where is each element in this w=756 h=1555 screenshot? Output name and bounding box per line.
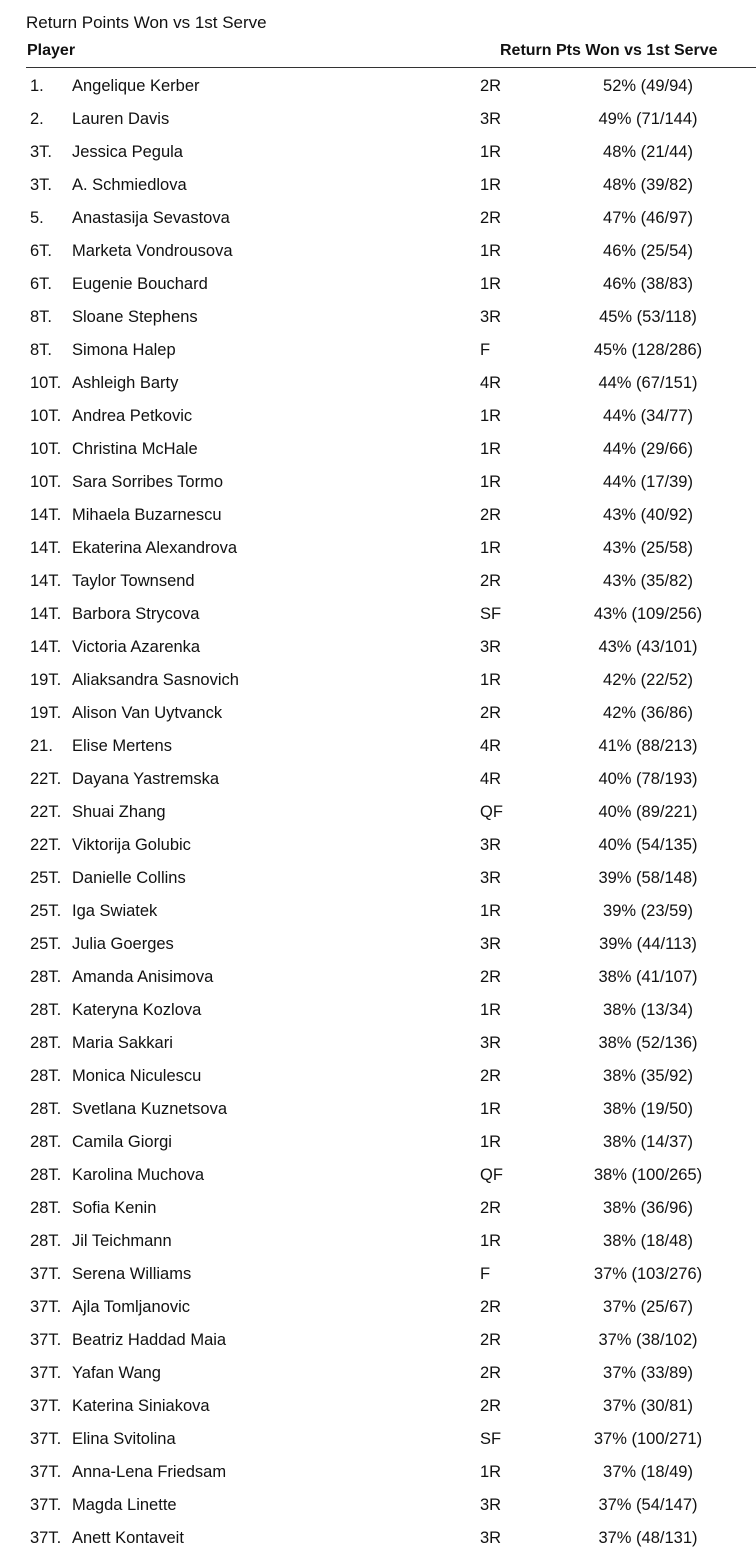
- return-stat-cell: 38% (52/136): [598, 1034, 698, 1052]
- table-row: [0, 1522, 756, 1555]
- rank-cell: 28T.: [30, 1067, 62, 1085]
- rank-cell: 25T.: [30, 902, 62, 920]
- rank-cell: 3T.: [30, 176, 53, 194]
- rank-cell: 37T.: [30, 1529, 62, 1547]
- round-cell: 3R: [480, 1034, 502, 1052]
- table-row: [0, 301, 756, 334]
- table-row: [0, 532, 756, 565]
- table-row: [0, 895, 756, 928]
- player-name-cell: Barbora Strycova: [72, 605, 200, 623]
- player-name-cell: Christina McHale: [72, 440, 198, 458]
- player-name-cell: Alison Van Uytvanck: [72, 704, 223, 722]
- round-cell: 2R: [480, 77, 502, 95]
- round-cell: 2R: [480, 1331, 502, 1349]
- table-row: [0, 70, 756, 103]
- return-stat-cell: 40% (78/193): [598, 770, 698, 788]
- rank-cell: 8T.: [30, 341, 53, 359]
- rank-cell: 28T.: [30, 1232, 62, 1250]
- round-cell: 2R: [480, 572, 502, 590]
- column-header-return-pts: Return Pts Won vs 1st Serve: [500, 42, 718, 59]
- rank-cell: 14T.: [30, 638, 62, 656]
- player-name-cell: Maria Sakkari: [72, 1034, 173, 1052]
- table-row: [0, 202, 756, 235]
- player-name-cell: Elina Svitolina: [72, 1430, 176, 1448]
- round-cell: 2R: [480, 1067, 502, 1085]
- table-row: [0, 1225, 756, 1258]
- return-stat-cell: 37% (38/102): [598, 1331, 698, 1349]
- table-row: [0, 235, 756, 268]
- table-row: [0, 400, 756, 433]
- return-stat-cell: 52% (49/94): [603, 77, 693, 95]
- return-stat-cell: 38% (13/34): [603, 1001, 693, 1019]
- player-name-cell: Kateryna Kozlova: [72, 1001, 202, 1019]
- round-cell: 1R: [480, 275, 502, 293]
- return-stat-cell: 37% (103/276): [593, 1265, 703, 1283]
- rank-cell: 19T.: [30, 704, 62, 722]
- rank-cell: 14T.: [30, 605, 62, 623]
- round-cell: SF: [480, 605, 502, 623]
- return-stat-cell: 40% (89/221): [598, 803, 698, 821]
- table-row: [0, 334, 756, 367]
- rank-cell: 22T.: [30, 803, 62, 821]
- rank-cell: 10T.: [30, 440, 62, 458]
- table-row: [0, 1324, 756, 1357]
- table-row: [0, 1093, 756, 1126]
- return-stat-cell: 44% (29/66): [603, 440, 693, 458]
- round-cell: 3R: [480, 110, 502, 128]
- round-cell: 3R: [480, 638, 502, 656]
- round-cell: 1R: [480, 473, 502, 491]
- rank-cell: 6T.: [30, 242, 53, 260]
- player-name-cell: Katerina Siniakova: [72, 1397, 210, 1415]
- rank-cell: 28T.: [30, 968, 62, 986]
- return-stat-cell: 42% (36/86): [603, 704, 693, 722]
- rank-cell: 19T.: [30, 671, 62, 689]
- round-cell: 1R: [480, 902, 502, 920]
- player-name-cell: A. Schmiedlova: [72, 176, 187, 194]
- return-stat-cell: 44% (67/151): [598, 374, 698, 392]
- rank-cell: 25T.: [30, 869, 62, 887]
- table-row: [0, 367, 756, 400]
- table-row: [0, 598, 756, 631]
- round-cell: 1R: [480, 1463, 502, 1481]
- return-stat-cell: 47% (46/97): [603, 209, 693, 227]
- round-cell: 4R: [480, 374, 502, 392]
- table-row: [0, 862, 756, 895]
- return-stat-cell: 37% (33/89): [603, 1364, 693, 1382]
- round-cell: 3R: [480, 308, 502, 326]
- return-stat-cell: 37% (30/81): [603, 1397, 693, 1415]
- player-name-cell: Ashleigh Barty: [72, 374, 179, 392]
- table-row: [0, 1456, 756, 1489]
- return-stat-cell: 37% (25/67): [603, 1298, 693, 1316]
- player-name-cell: Karolina Muchova: [72, 1166, 205, 1184]
- round-cell: 1R: [480, 1001, 502, 1019]
- table-row: [0, 631, 756, 664]
- table-row: [0, 994, 756, 1027]
- player-name-cell: Julia Goerges: [72, 935, 174, 953]
- return-stat-cell: 38% (35/92): [603, 1067, 693, 1085]
- return-stat-cell: 49% (71/144): [598, 110, 698, 128]
- table-row: [0, 103, 756, 136]
- table-row: [0, 433, 756, 466]
- round-cell: QF: [480, 1166, 503, 1184]
- return-stat-cell: 37% (48/131): [598, 1529, 698, 1547]
- round-cell: 1R: [480, 176, 502, 194]
- rank-cell: 10T.: [30, 407, 62, 425]
- player-name-cell: Danielle Collins: [72, 869, 186, 887]
- table-row: [0, 1192, 756, 1225]
- player-name-cell: Serena Williams: [72, 1265, 192, 1283]
- round-cell: 2R: [480, 704, 502, 722]
- player-name-cell: Sofia Kenin: [72, 1199, 157, 1217]
- return-stat-cell: 40% (54/135): [598, 836, 698, 854]
- rank-cell: 37T.: [30, 1331, 62, 1349]
- table-row: [0, 1027, 756, 1060]
- table-row: [0, 961, 756, 994]
- rank-cell: 14T.: [30, 572, 62, 590]
- table-row: [0, 1357, 756, 1390]
- column-header-player: Player: [27, 42, 76, 59]
- table-row: [0, 664, 756, 697]
- player-name-cell: Sloane Stephens: [72, 308, 198, 326]
- player-name-cell: Ekaterina Alexandrova: [72, 539, 238, 557]
- player-name-cell: Aliaksandra Sasnovich: [72, 671, 239, 689]
- rank-cell: 22T.: [30, 770, 62, 788]
- player-name-cell: Magda Linette: [72, 1496, 177, 1514]
- return-stat-cell: 44% (34/77): [603, 407, 693, 425]
- player-name-cell: Dayana Yastremska: [72, 770, 220, 788]
- table-row: [0, 1159, 756, 1192]
- round-cell: 2R: [480, 1397, 502, 1415]
- table-row: [0, 796, 756, 829]
- round-cell: F: [480, 1265, 491, 1283]
- table-row: [0, 136, 756, 169]
- round-cell: 3R: [480, 836, 502, 854]
- rank-cell: 28T.: [30, 1001, 62, 1019]
- round-cell: 1R: [480, 1232, 502, 1250]
- player-name-cell: Svetlana Kuznetsova: [72, 1100, 228, 1118]
- return-stat-cell: 41% (88/213): [598, 737, 698, 755]
- rank-cell: 2.: [30, 110, 44, 128]
- player-name-cell: Sara Sorribes Tormo: [72, 473, 224, 491]
- return-stat-cell: 44% (17/39): [603, 473, 693, 491]
- return-stat-cell: 39% (58/148): [598, 869, 698, 887]
- return-stat-cell: 43% (43/101): [598, 638, 698, 656]
- return-stat-cell: 43% (35/82): [603, 572, 693, 590]
- table-row: [0, 1291, 756, 1324]
- player-name-cell: Camila Giorgi: [72, 1133, 172, 1151]
- player-name-cell: Lauren Davis: [72, 110, 170, 128]
- rank-cell: 28T.: [30, 1034, 62, 1052]
- round-cell: 3R: [480, 1529, 502, 1547]
- player-name-cell: Iga Swiatek: [72, 902, 158, 920]
- rank-cell: 37T.: [30, 1496, 62, 1514]
- rank-cell: 10T.: [30, 473, 62, 491]
- player-name-cell: Simona Halep: [72, 341, 176, 359]
- return-stat-cell: 38% (18/48): [603, 1232, 693, 1250]
- round-cell: 2R: [480, 1199, 502, 1217]
- player-name-cell: Yafan Wang: [72, 1364, 161, 1382]
- player-name-cell: Viktorija Golubic: [72, 836, 191, 854]
- player-name-cell: Marketa Vondrousova: [72, 242, 233, 260]
- round-cell: 1R: [480, 143, 502, 161]
- table-row: [0, 697, 756, 730]
- player-name-cell: Anett Kontaveit: [72, 1529, 184, 1547]
- rank-cell: 14T.: [30, 506, 62, 524]
- table-row: [0, 466, 756, 499]
- player-name-cell: Jil Teichmann: [72, 1232, 172, 1250]
- table-row: [0, 928, 756, 961]
- table-row: [0, 1423, 756, 1456]
- rank-cell: 1.: [30, 77, 44, 95]
- player-name-cell: Beatriz Haddad Maia: [72, 1331, 227, 1349]
- return-stat-cell: 38% (41/107): [598, 968, 698, 986]
- round-cell: 2R: [480, 968, 502, 986]
- return-stat-cell: 48% (39/82): [603, 176, 693, 194]
- table-row: [0, 268, 756, 301]
- round-cell: 2R: [480, 1364, 502, 1382]
- return-stat-cell: 37% (18/49): [603, 1463, 693, 1481]
- table-row: [0, 730, 756, 763]
- return-stat-cell: 43% (109/256): [593, 605, 703, 623]
- player-name-cell: Angelique Kerber: [72, 77, 200, 95]
- rank-cell: 28T.: [30, 1100, 62, 1118]
- table-header: [0, 40, 756, 62]
- header-divider: [26, 67, 756, 68]
- rank-cell: 6T.: [30, 275, 53, 293]
- rank-cell: 37T.: [30, 1298, 62, 1316]
- table-row: [0, 1258, 756, 1291]
- player-name-cell: Elise Mertens: [72, 737, 172, 755]
- rank-cell: 28T.: [30, 1133, 62, 1151]
- table-row: [0, 1489, 756, 1522]
- player-name-cell: Mihaela Buzarnescu: [72, 506, 222, 524]
- return-stat-cell: 43% (25/58): [603, 539, 693, 557]
- table-row: [0, 1126, 756, 1159]
- player-name-cell: Ajla Tomljanovic: [72, 1298, 190, 1316]
- return-stat-cell: 37% (100/271): [593, 1430, 703, 1448]
- rank-cell: 28T.: [30, 1166, 62, 1184]
- table-row: [0, 763, 756, 796]
- rank-cell: 37T.: [30, 1265, 62, 1283]
- round-cell: SF: [480, 1430, 502, 1448]
- table-row: [0, 169, 756, 202]
- page-title: Return Points Won vs 1st Serve: [26, 13, 267, 32]
- table-row: [0, 1390, 756, 1423]
- return-stat-cell: 48% (21/44): [603, 143, 693, 161]
- return-stat-cell: 45% (53/118): [599, 308, 697, 326]
- round-cell: 1R: [480, 671, 502, 689]
- return-stat-cell: 37% (54/147): [598, 1496, 698, 1514]
- return-stat-cell: 43% (40/92): [603, 506, 693, 524]
- return-stat-cell: 38% (14/37): [603, 1133, 693, 1151]
- round-cell: 1R: [480, 407, 502, 425]
- rank-cell: 10T.: [30, 374, 62, 392]
- player-name-cell: Taylor Townsend: [72, 572, 195, 590]
- return-stat-cell: 46% (25/54): [603, 242, 693, 260]
- player-name-cell: Anna-Lena Friedsam: [72, 1463, 227, 1481]
- player-name-cell: Andrea Petkovic: [72, 407, 193, 425]
- rank-cell: 37T.: [30, 1397, 62, 1415]
- round-cell: 2R: [480, 1298, 502, 1316]
- rank-cell: 3T.: [30, 143, 53, 161]
- round-cell: 2R: [480, 506, 502, 524]
- rank-cell: 25T.: [30, 935, 62, 953]
- round-cell: 4R: [480, 770, 502, 788]
- round-cell: 1R: [480, 539, 502, 557]
- round-cell: 1R: [480, 440, 502, 458]
- player-name-cell: Eugenie Bouchard: [72, 275, 208, 293]
- player-name-cell: Shuai Zhang: [72, 803, 166, 821]
- return-stat-cell: 45% (128/286): [593, 341, 703, 359]
- player-name-cell: Monica Niculescu: [72, 1067, 202, 1085]
- table-row: [0, 499, 756, 532]
- return-stat-cell: 39% (44/113): [599, 935, 697, 953]
- player-name-cell: Amanda Anisimova: [72, 968, 214, 986]
- round-cell: F: [480, 341, 491, 359]
- round-cell: 3R: [480, 935, 502, 953]
- table-row: [0, 565, 756, 598]
- return-stat-cell: 42% (22/52): [603, 671, 693, 689]
- round-cell: 1R: [480, 1100, 502, 1118]
- round-cell: 1R: [480, 1133, 502, 1151]
- return-stat-cell: 38% (19/50): [603, 1100, 693, 1118]
- round-cell: 4R: [480, 737, 502, 755]
- rank-cell: 37T.: [30, 1430, 62, 1448]
- rank-cell: 8T.: [30, 308, 53, 326]
- table-row: [0, 1060, 756, 1093]
- round-cell: QF: [480, 803, 503, 821]
- round-cell: 3R: [480, 1496, 502, 1514]
- return-stat-cell: 38% (100/265): [593, 1166, 703, 1184]
- round-cell: 3R: [480, 869, 502, 887]
- return-stat-cell: 39% (23/59): [603, 902, 693, 920]
- rank-cell: 37T.: [30, 1364, 62, 1382]
- rank-cell: 14T.: [30, 539, 62, 557]
- player-name-cell: Jessica Pegula: [72, 143, 183, 161]
- round-cell: 2R: [480, 209, 502, 227]
- return-stat-cell: 46% (38/83): [603, 275, 693, 293]
- table-row: [0, 829, 756, 862]
- rank-cell: 28T.: [30, 1199, 62, 1217]
- player-name-cell: Victoria Azarenka: [72, 638, 201, 656]
- player-name-cell: Anastasija Sevastova: [72, 209, 230, 227]
- rank-cell: 37T.: [30, 1463, 62, 1481]
- rank-cell: 21.: [30, 737, 53, 755]
- table-body: [0, 70, 756, 1555]
- round-cell: 1R: [480, 242, 502, 260]
- rank-cell: 5.: [30, 209, 44, 227]
- rank-cell: 22T.: [30, 836, 62, 854]
- return-stat-cell: 38% (36/96): [603, 1199, 693, 1217]
